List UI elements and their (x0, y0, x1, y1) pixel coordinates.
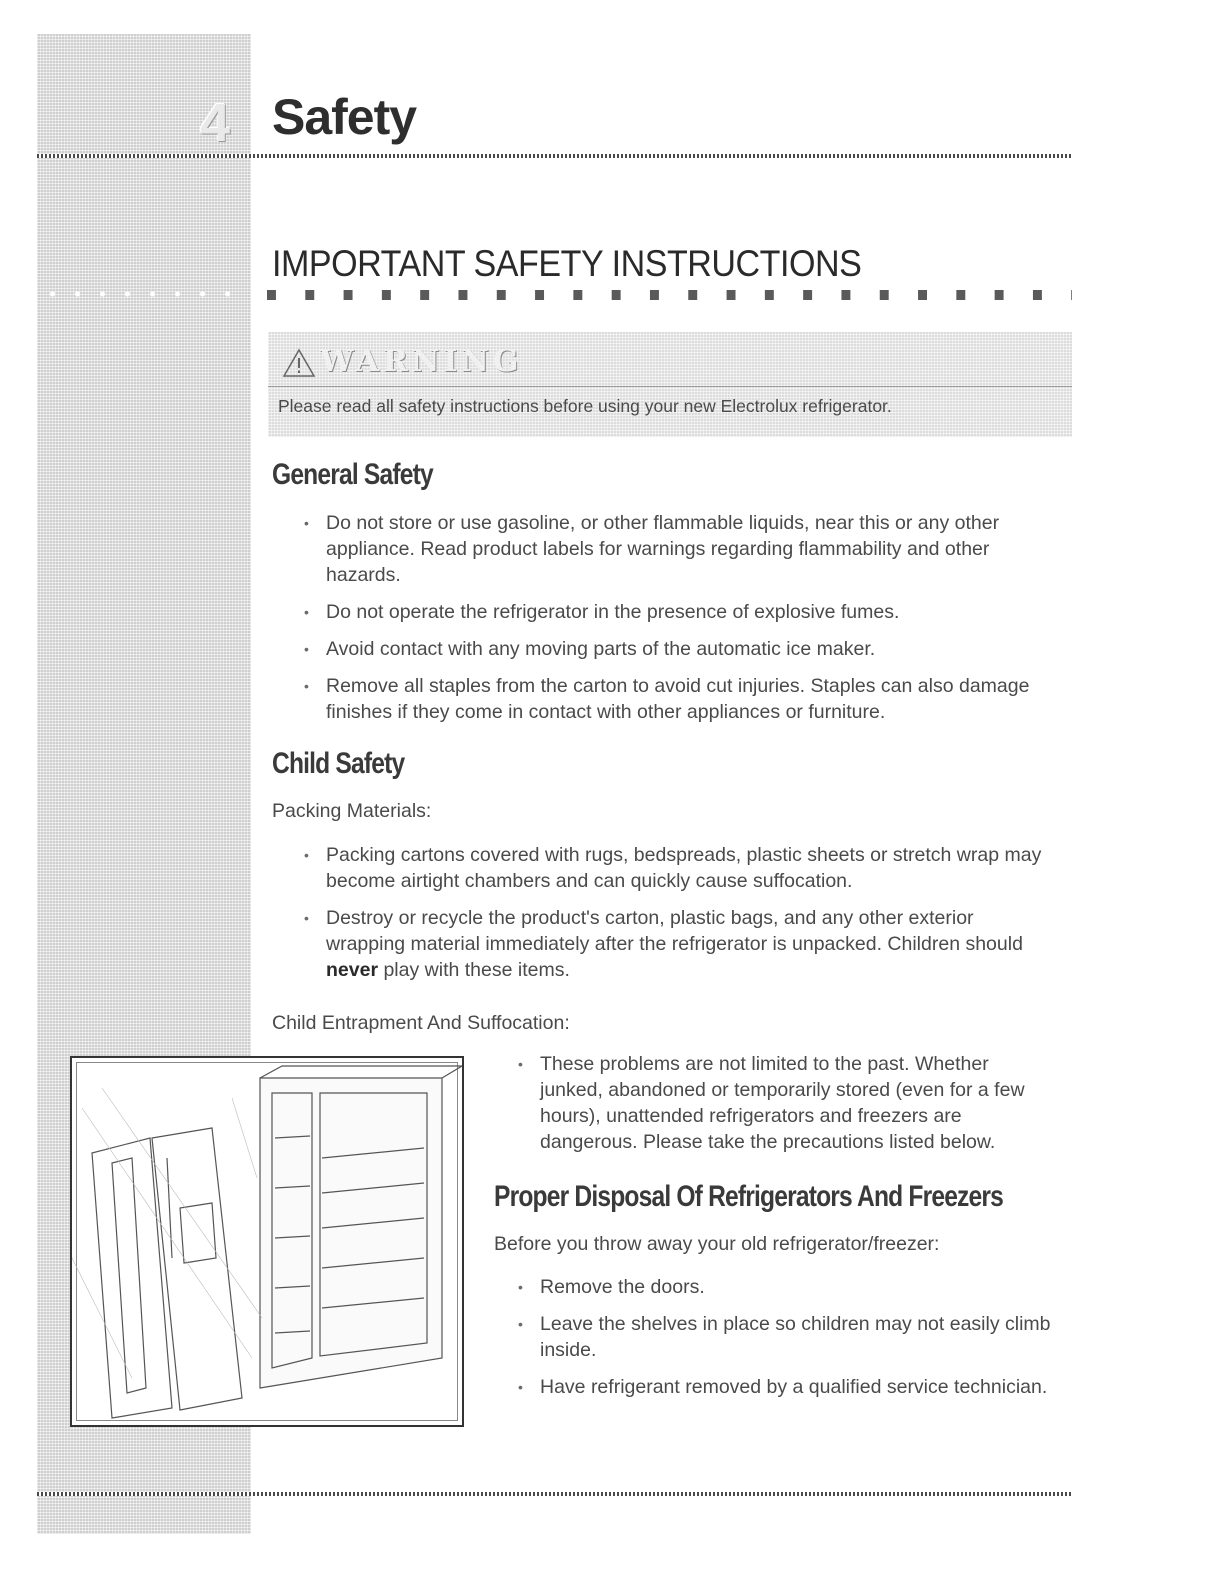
section-heading: IMPORTANT SAFETY INSTRUCTIONS (272, 243, 862, 284)
list-item: • Do not store or use gasoline, or other flammable liquids, near this or any other appliance. Read product labels for warnings regarding flammability and other hazards. (298, 510, 1068, 588)
emphasis-never: never (326, 959, 379, 981)
general-safety-list (298, 510, 1068, 725)
sidebar-dot-row (40, 290, 245, 298)
list-item: • Avoid contact with any moving parts of the automatic ice maker. (298, 636, 1068, 662)
footer-rule (37, 1492, 1072, 1496)
disposal-heading: Proper Disposal Of Refrigerators And Freezers (494, 1180, 1004, 1213)
list-item-text: Destroy or recycle the product's carton, plastic bags, and any other exterior wrapping material immediately after the refrigerator is unpacked. Children should (326, 907, 1023, 955)
header-rule (37, 154, 1072, 158)
list-item-text: play with these items. (378, 959, 570, 981)
refrigerator-doors-removed-illustration (70, 1056, 464, 1427)
chapter-number: 4 (199, 93, 231, 153)
warning-triangle-icon (282, 348, 316, 378)
disposal-list (512, 1274, 1057, 1400)
entrapment-label: Child Entrapment And Suffocation: (272, 1012, 570, 1034)
warning-title: WARNING (320, 344, 523, 379)
list-item: • These problems are not limited to the past. Whether junked, abandoned or temporarily stored (even for a few hours), unattended refrigerators and freezers are dangerous. Please take the precautions listed below. (512, 1051, 1057, 1155)
list-item (298, 905, 1058, 983)
disposal-intro: Before you throw away your old refrigerator/freezer: (494, 1233, 940, 1255)
warning-box (268, 332, 1072, 437)
chapter-title: Safety (272, 89, 417, 145)
packing-materials-label: Packing Materials: (272, 800, 432, 822)
refrigerator-illustration-icon (72, 1058, 462, 1425)
list-item: • Leave the shelves in place so children may not easily climb inside. (512, 1311, 1057, 1363)
list-item: • Do not operate the refrigerator in the presence of explosive fumes. (298, 599, 1068, 625)
child-safety-heading: Child Safety (272, 747, 405, 780)
warning-divider (268, 386, 1072, 387)
heading-square-rule (267, 290, 1072, 300)
entrapment-list (512, 1051, 1057, 1155)
packing-materials-list (298, 842, 1058, 983)
list-item: • Remove all staples from the carton to avoid cut injuries. Staples can also damage finishes if they come in contact with other appliances or furniture. (298, 673, 1068, 725)
general-safety-heading: General Safety (272, 458, 433, 491)
list-item: • Have refrigerant removed by a qualified service technician. (512, 1374, 1057, 1400)
list-item: • Remove the doors. (512, 1274, 1057, 1300)
list-item: • Packing cartons covered with rugs, bedspreads, plastic sheets or stretch wrap may become airtight chambers and can quickly cause suffocation. (298, 842, 1058, 894)
warning-text: Please read all safety instructions before using your new Electrolux refrigerator. (278, 396, 892, 416)
